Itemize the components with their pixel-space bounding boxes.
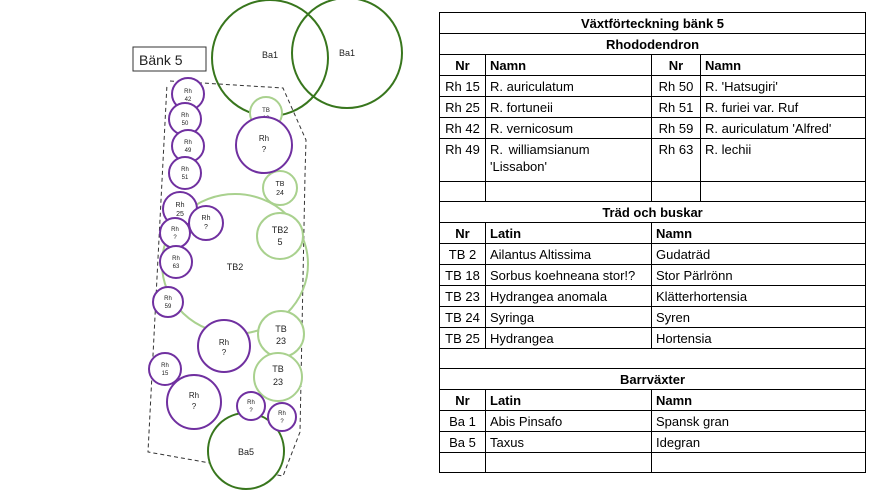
table-cell: R. vernicosum bbox=[486, 118, 652, 139]
svg-text:Rh: Rh bbox=[161, 363, 169, 369]
svg-text:?: ? bbox=[221, 348, 227, 357]
table-cell: TB 25 bbox=[440, 328, 486, 349]
table-cell: Idegran bbox=[652, 432, 866, 453]
table-cell: R. lechii bbox=[701, 139, 866, 182]
table-cell: Klätterhortensia bbox=[652, 286, 866, 307]
svg-text:Ba1: Ba1 bbox=[338, 48, 356, 58]
table-cell: R. fortuneii bbox=[486, 97, 652, 118]
table-cell: TB 18 bbox=[440, 265, 486, 286]
plant-rh-unknown-small-c bbox=[268, 403, 296, 431]
table-row bbox=[440, 286, 866, 307]
svg-text:TB: TB bbox=[275, 324, 287, 334]
column-header: Nr bbox=[440, 55, 486, 76]
plant-tb25 bbox=[257, 213, 303, 259]
svg-text:TB: TB bbox=[272, 364, 284, 374]
svg-text:Rh: Rh bbox=[172, 256, 180, 262]
svg-text:42: 42 bbox=[184, 97, 192, 103]
table-cell: Stor Pärlrönn bbox=[652, 265, 866, 286]
table-cell: TB 24 bbox=[440, 307, 486, 328]
column-header: Nr bbox=[440, 223, 486, 244]
svg-text:Rh: Rh bbox=[201, 215, 211, 222]
empty-row bbox=[440, 182, 866, 202]
section-heading-conifers: Barrväxter bbox=[440, 369, 866, 390]
empty-row bbox=[440, 349, 866, 369]
svg-text:TB: TB bbox=[275, 181, 285, 188]
table-cell: R. 'Hatsugiri' bbox=[701, 76, 866, 97]
table-row bbox=[440, 76, 866, 97]
table-row bbox=[440, 118, 866, 139]
table-row bbox=[440, 411, 866, 432]
table-cell: Spansk gran bbox=[652, 411, 866, 432]
svg-text:?: ? bbox=[204, 224, 208, 231]
svg-text:?: ? bbox=[191, 402, 197, 411]
svg-text:49: 49 bbox=[184, 148, 192, 154]
plant-tb23-b bbox=[254, 353, 302, 401]
table-cell: Ailantus Altissima bbox=[486, 244, 652, 265]
table-cell: R. williamsianum 'Lissabon' bbox=[486, 139, 652, 182]
table-row bbox=[440, 328, 866, 349]
svg-text:TB: TB bbox=[262, 108, 270, 114]
table-cell: Rh 42 bbox=[440, 118, 486, 139]
plant-tb24 bbox=[263, 171, 297, 205]
plant-rh-unknown-mid bbox=[189, 206, 223, 240]
svg-text:?: ? bbox=[173, 235, 177, 241]
table-row bbox=[440, 307, 866, 328]
plant-rh-unknown-small-b bbox=[237, 392, 265, 420]
plant-rh59 bbox=[153, 287, 183, 317]
plant-rh-unknown-small-a bbox=[160, 218, 190, 248]
svg-text:23: 23 bbox=[275, 336, 287, 346]
table-cell: Sorbus koehneana stor!? bbox=[486, 265, 652, 286]
svg-text:25: 25 bbox=[176, 211, 184, 218]
svg-text:?: ? bbox=[280, 419, 284, 425]
column-header: Namn bbox=[486, 55, 652, 76]
table-cell: Rh 59 bbox=[652, 118, 701, 139]
column-header: Namn bbox=[652, 390, 866, 411]
svg-text:Rh: Rh bbox=[188, 391, 200, 400]
bed-label: Bänk 5 bbox=[139, 52, 183, 68]
svg-text:TB2: TB2 bbox=[226, 262, 244, 272]
table-cell: Ba 5 bbox=[440, 432, 486, 453]
svg-text:Rh: Rh bbox=[164, 296, 172, 302]
svg-text:51: 51 bbox=[181, 175, 189, 181]
table-cell: Hortensia bbox=[652, 328, 866, 349]
table-cell: TB 2 bbox=[440, 244, 486, 265]
table-cell: Rh 15 bbox=[440, 76, 486, 97]
table-title: Växtförteckning bänk 5 bbox=[440, 13, 866, 34]
section-heading-rhododendron: Rhododendron bbox=[440, 34, 866, 55]
svg-text:Rh: Rh bbox=[181, 113, 189, 119]
svg-text:15: 15 bbox=[161, 371, 169, 377]
svg-text:?: ? bbox=[249, 408, 253, 414]
plant-rh51 bbox=[169, 157, 201, 189]
plant-ba1-b bbox=[292, 0, 402, 108]
svg-text:Rh: Rh bbox=[278, 411, 286, 417]
table-cell: Syren bbox=[652, 307, 866, 328]
table-cell: Hydrangea bbox=[486, 328, 652, 349]
table-cell: Syringa bbox=[486, 307, 652, 328]
svg-text:TB2: TB2 bbox=[271, 225, 289, 235]
table-row bbox=[440, 265, 866, 286]
plant-tb23-a bbox=[258, 311, 304, 357]
column-header: Nr bbox=[652, 55, 701, 76]
svg-text:Rh: Rh bbox=[184, 89, 192, 95]
svg-text:23: 23 bbox=[272, 377, 284, 387]
svg-text:Ba5: Ba5 bbox=[237, 447, 255, 457]
table-cell: Abis Pinsafo bbox=[486, 411, 652, 432]
column-header: Latin bbox=[486, 223, 652, 244]
svg-text:63: 63 bbox=[172, 264, 180, 270]
svg-text:5: 5 bbox=[277, 237, 283, 247]
svg-text:Rh: Rh bbox=[175, 202, 185, 209]
column-header: Namn bbox=[652, 223, 866, 244]
plant-rh-unknown-low bbox=[167, 375, 221, 429]
svg-text:50: 50 bbox=[181, 121, 189, 127]
column-header: Namn bbox=[701, 55, 866, 76]
rhodo-header-row bbox=[440, 55, 866, 76]
plant-rh-unknown-middle bbox=[198, 320, 250, 372]
table-row bbox=[440, 139, 866, 182]
table-row bbox=[440, 432, 866, 453]
table-cell: R. auriculatum bbox=[486, 76, 652, 97]
table-cell: Rh 25 bbox=[440, 97, 486, 118]
svg-text:Rh: Rh bbox=[218, 338, 230, 347]
trees-header-row bbox=[440, 223, 866, 244]
empty-row bbox=[440, 453, 866, 473]
conifers-header-row bbox=[440, 390, 866, 411]
svg-text:Rh: Rh bbox=[247, 400, 255, 406]
table-cell: R. furiei var. Ruf bbox=[701, 97, 866, 118]
svg-text:Rh: Rh bbox=[258, 134, 270, 143]
plant-rh-unknown-top bbox=[236, 117, 292, 173]
table-row bbox=[440, 244, 866, 265]
table-cell: TB 23 bbox=[440, 286, 486, 307]
table-row bbox=[440, 97, 866, 118]
table-cell: Ba 1 bbox=[440, 411, 486, 432]
table-cell: Rh 50 bbox=[652, 76, 701, 97]
plant-list-table bbox=[439, 12, 866, 473]
table-cell: Hydrangea anomala bbox=[486, 286, 652, 307]
column-header: Latin bbox=[486, 390, 652, 411]
table-cell: Gudaträd bbox=[652, 244, 866, 265]
plant-rh63 bbox=[160, 246, 192, 278]
svg-text:24: 24 bbox=[276, 190, 284, 197]
table-cell: R. auriculatum 'Alfred' bbox=[701, 118, 866, 139]
table-cell: Rh 63 bbox=[652, 139, 701, 182]
plant-rh15 bbox=[149, 353, 181, 385]
svg-text:Rh: Rh bbox=[184, 140, 192, 146]
svg-text:Ba1: Ba1 bbox=[261, 50, 279, 60]
svg-text:Rh: Rh bbox=[171, 227, 179, 233]
svg-text:Rh: Rh bbox=[181, 167, 189, 173]
table-cell: Rh 51 bbox=[652, 97, 701, 118]
section-heading-trees: Träd och buskar bbox=[440, 202, 866, 223]
column-header: Nr bbox=[440, 390, 486, 411]
svg-text:?: ? bbox=[261, 145, 267, 154]
table-cell: Rh 49 bbox=[440, 139, 486, 182]
svg-text:59: 59 bbox=[164, 304, 172, 310]
table-cell: Taxus bbox=[486, 432, 652, 453]
